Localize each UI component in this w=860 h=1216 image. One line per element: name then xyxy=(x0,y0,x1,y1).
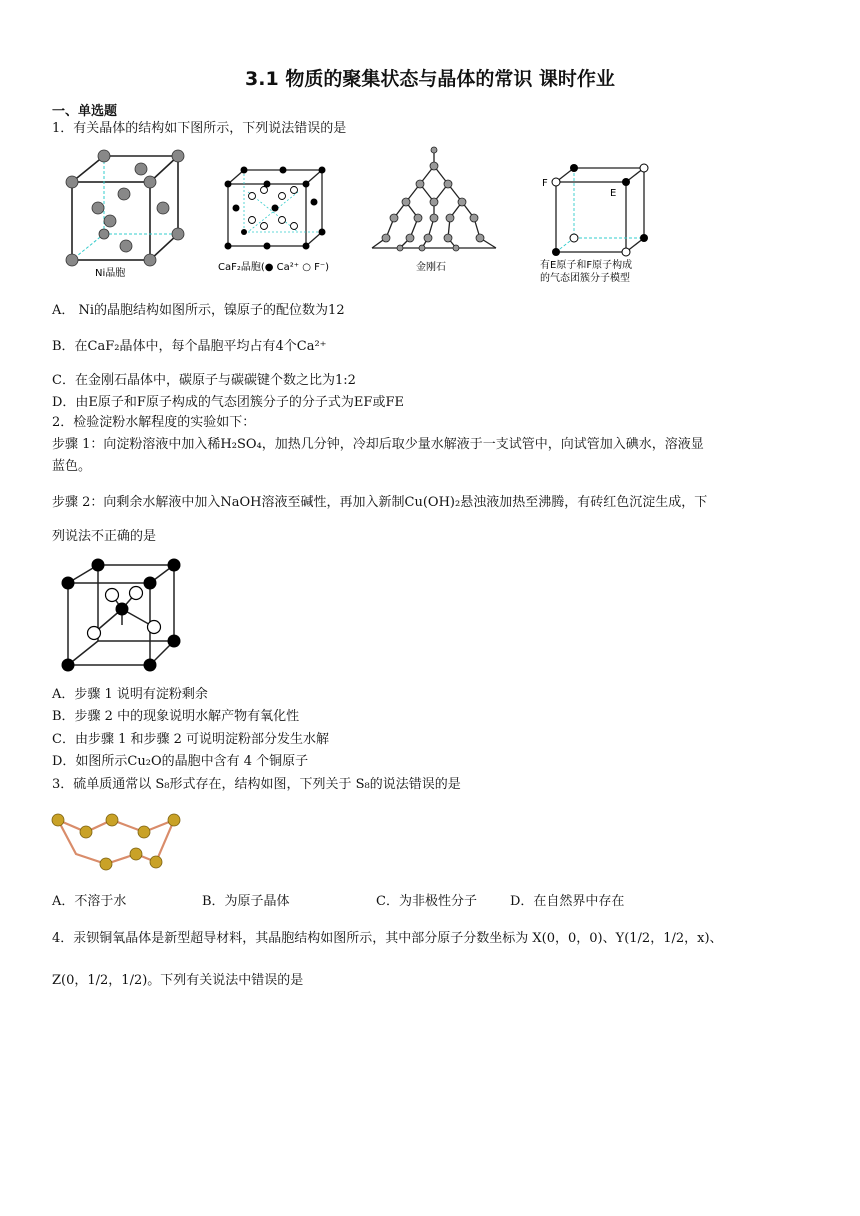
q2-option-a: A．步骤 1 说明有淀粉剩余 xyxy=(52,687,208,702)
ni-unit-cell-figure xyxy=(60,146,195,281)
label-f: F xyxy=(542,178,548,189)
q2-step1-line1: 步骤 1：向淀粉溶液中加入稀H₂SO₄，加热几分钟，冷却后取少量水解液于一支试管中，向试管加入碘水，溶液显 xyxy=(52,437,704,452)
q4-stem-line1: 4．汞钡铜氧晶体是新型超导材料，其晶胞结构如图所示，其中部分原子分数坐标为 X(0，0，0)、Y(1/2，1/2，x)、 xyxy=(52,931,723,946)
q1-option-d: D．由E原子和F原子构成的气态团簇分子的分子式为EF或FE xyxy=(52,395,404,410)
caf2-unit-cell-figure xyxy=(218,162,336,280)
ef-caption-line1: 有E原子和F原子构成 xyxy=(540,260,633,271)
s8-ring-figure xyxy=(50,808,182,878)
q3-option-d: D．在自然界中存在 xyxy=(510,894,625,909)
ni-caption: Ni晶胞 xyxy=(95,268,126,279)
ef-cluster-figure xyxy=(538,160,663,290)
diamond-structure-figure xyxy=(370,144,500,276)
q3-option-a: A．不溶于水 xyxy=(52,894,127,909)
section-heading: 一、单选题 xyxy=(52,104,118,119)
cu2o-unit-cell-figure xyxy=(58,555,188,677)
q1-option-b: B．在CaF₂晶体中，每个晶胞平均占有4个Ca²⁺ xyxy=(52,339,327,354)
q2-option-c: C．由步骤 1 和步骤 2 可说明淀粉部分发生水解 xyxy=(52,732,330,747)
q2-step2-line1: 步骤 2：向剩余水解液中加入NaOH溶液至碱性，再加入新制Cu(OH)₂悬浊液加热至沸腾，有砖红色沉淀生成，下 xyxy=(52,495,708,510)
q1-option-c: C．在金刚石晶体中，碳原子与碳碳键个数之比为1:2 xyxy=(52,373,356,388)
diamond-caption: 金刚石 xyxy=(416,262,446,273)
ef-caption-line2: 的气态团簇分子模型 xyxy=(540,273,630,284)
q2-option-d: D．如图所示Cu₂O的晶胞中含有 4 个铜原子 xyxy=(52,754,309,769)
q3-options xyxy=(52,893,624,911)
q3-stem: 3．硫单质通常以 S₈形式存在，结构如图，下列关于 S₈的说法错误的是 xyxy=(52,777,461,792)
q1-stem: 1．有关晶体的结构如下图所示，下列说法错误的是 xyxy=(52,121,347,136)
q2-stem: 2．检验淀粉水解程度的实验如下： xyxy=(52,415,256,430)
page-title: 3.1 物质的聚集状态与晶体的常识 课时作业 xyxy=(245,68,615,90)
q2-step1-line2: 蓝色。 xyxy=(52,459,92,474)
q4-stem-line2: Z(0，1/2，1/2)。下列有关说法中错误的是 xyxy=(52,973,304,988)
q3-option-b: B．为原子晶体 xyxy=(202,894,290,909)
q2-option-b: B．步骤 2 中的现象说明水解产物有氧化性 xyxy=(52,709,300,724)
q3-option-c: C．为非极性分子 xyxy=(376,894,477,909)
label-e: E xyxy=(610,188,617,199)
q1-option-a: A． Ni的晶胞结构如图所示，镍原子的配位数为12 xyxy=(52,303,345,318)
q2-step2-line2: 列说法不正确的是 xyxy=(52,529,157,544)
caf2-caption: CaF₂晶胞(● Ca²⁺ ○ F⁻) xyxy=(218,262,330,273)
